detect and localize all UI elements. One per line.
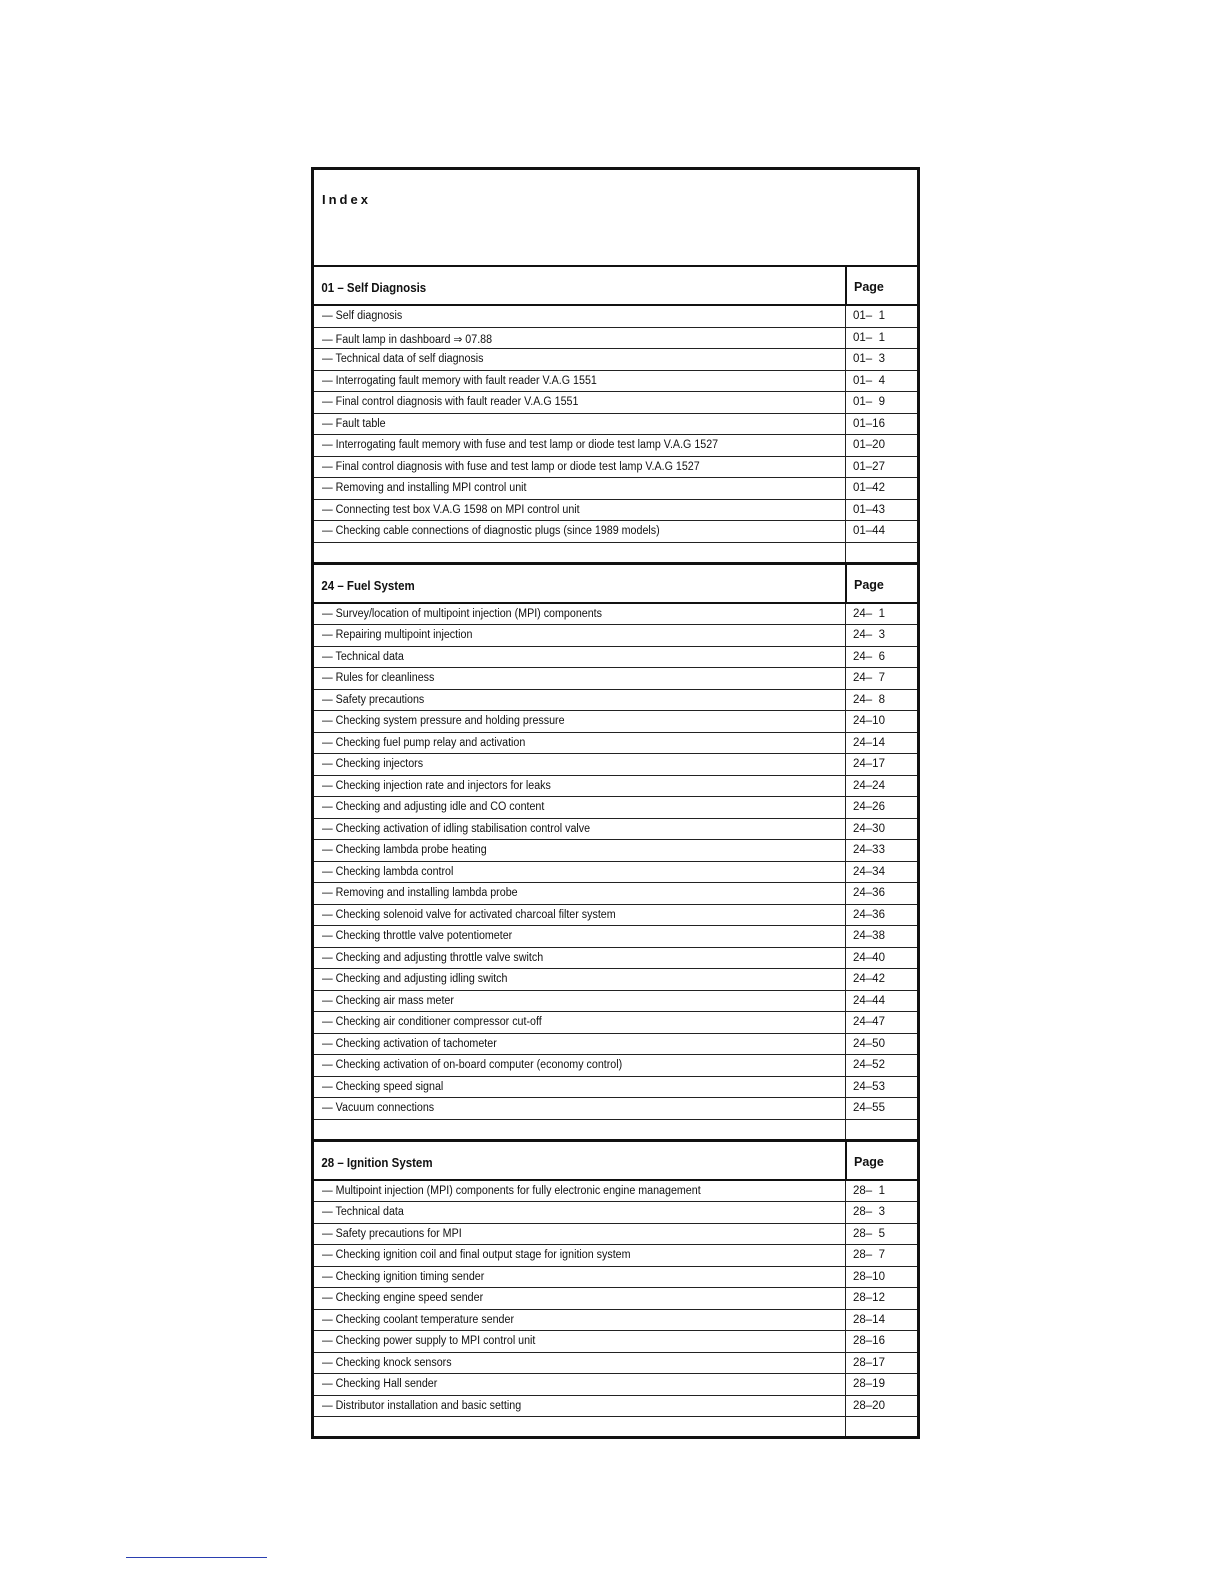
entry-title bbox=[314, 328, 845, 349]
entry-title bbox=[314, 306, 845, 327]
entry-title-text: — Checking activation of tachometer bbox=[322, 1037, 497, 1050]
entry-page: 24–55 bbox=[845, 1098, 917, 1119]
index-row bbox=[314, 435, 917, 457]
entry-title bbox=[314, 414, 845, 435]
entry-page: 01–20 bbox=[845, 435, 917, 456]
entry-page: 01–44 bbox=[845, 521, 917, 542]
blank-row bbox=[314, 1120, 917, 1139]
index-row bbox=[314, 1202, 917, 1224]
index-row bbox=[314, 883, 917, 905]
entry-page: 28–16 bbox=[845, 1331, 917, 1352]
entry-title-text: — Checking ignition coil and final output stage for ignition system bbox=[322, 1249, 631, 1261]
index-row bbox=[314, 1077, 917, 1099]
index-row bbox=[314, 1353, 917, 1375]
entry-title bbox=[314, 478, 845, 499]
entry-page: 24–14 bbox=[845, 733, 917, 754]
entry-title bbox=[314, 1034, 845, 1055]
index-section bbox=[314, 267, 917, 565]
blank-cell bbox=[314, 1417, 845, 1436]
entry-title bbox=[314, 862, 845, 883]
entry-page: 24–34 bbox=[845, 862, 917, 883]
index-row bbox=[314, 478, 917, 500]
entry-title bbox=[314, 1245, 845, 1266]
entry-title bbox=[314, 969, 845, 990]
entry-title bbox=[314, 1353, 845, 1374]
entry-title-text: — Checking power supply to MPI control unit bbox=[322, 1335, 536, 1347]
index-row bbox=[314, 969, 917, 991]
index-row bbox=[314, 414, 917, 436]
entry-page: 28–17 bbox=[845, 1353, 917, 1374]
entry-page: 28– 7 bbox=[845, 1245, 917, 1266]
index-table bbox=[311, 167, 920, 1439]
entry-title-text: — Final control diagnosis with fuse and test lamp or diode test lamp V.A.G 1527 bbox=[322, 460, 700, 473]
entry-title bbox=[314, 1077, 845, 1098]
index-row bbox=[314, 392, 917, 414]
index-row bbox=[314, 1267, 917, 1289]
index-row bbox=[314, 797, 917, 819]
entry-title bbox=[314, 392, 845, 413]
entry-title bbox=[314, 1374, 845, 1395]
entry-title-text: — Distributor installation and basic setting bbox=[322, 1399, 522, 1412]
entry-page: 28–10 bbox=[845, 1267, 917, 1288]
index-title: Index bbox=[322, 192, 371, 207]
entry-page: 01– 1 bbox=[845, 306, 917, 327]
entry-title-text: — Multipoint injection (MPI) components for fully electronic engine management bbox=[322, 1184, 701, 1197]
entry-title bbox=[314, 905, 845, 926]
index-row bbox=[314, 349, 917, 371]
index-row bbox=[314, 711, 917, 733]
entry-title bbox=[314, 371, 845, 392]
entry-title-text: — Checking throttle valve potentiometer bbox=[322, 930, 513, 942]
entry-title-text: — Safety precautions bbox=[322, 693, 425, 706]
entry-page: 24–26 bbox=[845, 797, 917, 818]
entry-page: 24– 8 bbox=[845, 690, 917, 711]
entry-title bbox=[314, 733, 845, 754]
index-row bbox=[314, 733, 917, 755]
entry-title bbox=[314, 1331, 845, 1352]
entry-title-text: — Checking air mass meter bbox=[322, 994, 454, 1007]
entry-page: 28–19 bbox=[845, 1374, 917, 1395]
entry-page: 28– 5 bbox=[845, 1224, 917, 1245]
entry-title-text: — Checking system pressure and holding pressure bbox=[322, 715, 565, 727]
entry-title bbox=[314, 1055, 845, 1076]
entry-title-text: — Checking and adjusting idle and CO content bbox=[322, 801, 545, 813]
entry-title bbox=[314, 754, 845, 775]
index-row bbox=[314, 991, 917, 1013]
entry-title-text: — Rules for cleanliness bbox=[322, 672, 435, 684]
entry-title bbox=[314, 926, 845, 947]
section-page-label: Page bbox=[845, 1142, 917, 1179]
entry-page: 24–44 bbox=[845, 991, 917, 1012]
entry-page: 01– 4 bbox=[845, 371, 917, 392]
entry-title bbox=[314, 1310, 845, 1331]
entry-page: 01–43 bbox=[845, 500, 917, 521]
entry-title bbox=[314, 1224, 845, 1245]
section-heading: 28 – Ignition System bbox=[321, 1155, 433, 1170]
index-row bbox=[314, 776, 917, 798]
index-row bbox=[314, 668, 917, 690]
entry-page: 24– 1 bbox=[845, 604, 917, 625]
entry-page: 24–53 bbox=[845, 1077, 917, 1098]
index-row bbox=[314, 948, 917, 970]
entry-title bbox=[314, 435, 845, 456]
entry-title bbox=[314, 457, 845, 478]
entry-title-text: — Checking lambda control bbox=[322, 865, 454, 878]
entry-title-text: — Technical data bbox=[322, 650, 404, 663]
blank-row bbox=[314, 1417, 917, 1436]
entry-title-text: — Checking lambda probe heating bbox=[322, 844, 487, 856]
entry-title-text: — Checking engine speed sender bbox=[322, 1292, 484, 1304]
entry-title-text: — Checking solenoid valve for activated charcoal filter system bbox=[322, 908, 616, 921]
section-header bbox=[314, 1142, 917, 1181]
entry-title bbox=[314, 840, 845, 861]
section-page-label: Page bbox=[845, 565, 917, 602]
entry-title-text: — Checking activation of idling stabilisation control valve bbox=[322, 822, 591, 835]
entry-page: 01–42 bbox=[845, 478, 917, 499]
entry-title-text: — Repairing multipoint injection bbox=[322, 629, 473, 641]
entry-title-text: — Final control diagnosis with fault reader V.A.G 1551 bbox=[322, 396, 579, 408]
blank-page-cell bbox=[845, 1120, 917, 1139]
entry-title bbox=[314, 1202, 845, 1223]
entry-page: 28–20 bbox=[845, 1396, 917, 1417]
blank-page-cell bbox=[845, 1417, 917, 1436]
index-row bbox=[314, 625, 917, 647]
entry-title bbox=[314, 711, 845, 732]
index-section bbox=[314, 565, 917, 1142]
index-row bbox=[314, 926, 917, 948]
entry-title bbox=[314, 776, 845, 797]
index-row bbox=[314, 819, 917, 841]
entry-page: 28– 3 bbox=[845, 1202, 917, 1223]
section-heading: 24 – Fuel System bbox=[321, 578, 415, 593]
entry-title bbox=[314, 1098, 845, 1119]
index-row bbox=[314, 371, 917, 393]
entry-page: 24–10 bbox=[845, 711, 917, 732]
index-row bbox=[314, 1331, 917, 1353]
entry-title bbox=[314, 349, 845, 370]
entry-title-text: — Checking cable connections of diagnostic plugs (since 1989 models) bbox=[322, 525, 660, 537]
entry-title-text: — Checking injectors bbox=[322, 758, 424, 770]
entry-title bbox=[314, 819, 845, 840]
entry-page: 24–17 bbox=[845, 754, 917, 775]
entry-page: 24– 6 bbox=[845, 647, 917, 668]
section-header bbox=[314, 267, 917, 306]
entry-page: 24–33 bbox=[845, 840, 917, 861]
entry-page: 01– 9 bbox=[845, 392, 917, 413]
index-row bbox=[314, 840, 917, 862]
entry-title-text: — Survey/location of multipoint injection (MPI) components bbox=[322, 607, 602, 620]
footer-rule bbox=[126, 1557, 267, 1558]
entry-title bbox=[314, 604, 845, 625]
section-page-label: Page bbox=[845, 267, 917, 304]
entry-title-text: — Interrogating fault memory with fault reader V.A.G 1551 bbox=[322, 374, 597, 387]
entry-title-text: — Connecting test box V.A.G 1598 on MPI control unit bbox=[322, 503, 580, 516]
entry-title-text: — Checking and adjusting throttle valve switch bbox=[322, 951, 544, 964]
entry-page: 24–52 bbox=[845, 1055, 917, 1076]
index-row bbox=[314, 500, 917, 522]
index-row bbox=[314, 1245, 917, 1267]
blank-page-cell bbox=[845, 543, 917, 562]
entry-page: 01– 3 bbox=[845, 349, 917, 370]
entry-page: 24–40 bbox=[845, 948, 917, 969]
entry-title bbox=[314, 948, 845, 969]
index-row bbox=[314, 1288, 917, 1310]
entry-title-text: — Checking and adjusting idling switch bbox=[322, 973, 508, 985]
index-row bbox=[314, 754, 917, 776]
entry-title bbox=[314, 1012, 845, 1033]
entry-title-text: — Safety precautions for MPI bbox=[322, 1227, 462, 1240]
entry-title-text: — Technical data of self diagnosis bbox=[322, 353, 484, 365]
entry-title bbox=[314, 690, 845, 711]
index-row bbox=[314, 690, 917, 712]
entry-title-text: — Checking coolant temperature sender bbox=[322, 1313, 515, 1326]
entry-title-text: — Removing and installing lambda probe bbox=[322, 887, 518, 899]
entry-page: 28– 1 bbox=[845, 1181, 917, 1202]
entry-title-text: — Checking Hall sender bbox=[322, 1378, 438, 1390]
index-sections bbox=[314, 267, 917, 1436]
entry-title-text: — Checking ignition timing sender bbox=[322, 1270, 485, 1283]
index-row bbox=[314, 1310, 917, 1332]
entry-title-text: — Vacuum connections bbox=[322, 1102, 435, 1114]
entry-page: 01–16 bbox=[845, 414, 917, 435]
entry-page: 24– 7 bbox=[845, 668, 917, 689]
entry-page: 01–27 bbox=[845, 457, 917, 478]
entry-title-text: — Checking activation of on-board computer (economy control) bbox=[322, 1059, 623, 1071]
section-heading: 01 – Self Diagnosis bbox=[321, 281, 427, 295]
entry-title-text: — Checking injection rate and injectors for leaks bbox=[322, 779, 551, 792]
index-row bbox=[314, 1098, 917, 1120]
entry-page: 28–12 bbox=[845, 1288, 917, 1309]
index-row bbox=[314, 862, 917, 884]
index-row bbox=[314, 1396, 917, 1418]
index-row bbox=[314, 457, 917, 479]
entry-title-text: — Fault table bbox=[322, 417, 386, 430]
index-title-block bbox=[314, 170, 917, 267]
index-row bbox=[314, 647, 917, 669]
index-row bbox=[314, 328, 917, 350]
entry-title bbox=[314, 1288, 845, 1309]
entry-title bbox=[314, 797, 845, 818]
entry-page: 24–50 bbox=[845, 1034, 917, 1055]
section-header bbox=[314, 565, 917, 604]
index-row bbox=[314, 1055, 917, 1077]
entry-page: 24–30 bbox=[845, 819, 917, 840]
index-row bbox=[314, 521, 917, 543]
index-row bbox=[314, 1224, 917, 1246]
entry-title-text: — Interrogating fault memory with fuse and test lamp or diode test lamp V.A.G 1527 bbox=[322, 439, 719, 451]
entry-title bbox=[314, 1396, 845, 1417]
entry-title-text: — Checking air conditioner compressor cut-off bbox=[322, 1016, 542, 1028]
entry-title-text: — Technical data bbox=[322, 1206, 404, 1218]
index-section bbox=[314, 1142, 917, 1437]
entry-page: 24–47 bbox=[845, 1012, 917, 1033]
entry-title-text: — Checking speed signal bbox=[322, 1080, 444, 1093]
index-row bbox=[314, 604, 917, 626]
entry-title bbox=[314, 1181, 845, 1202]
entry-page: 28–14 bbox=[845, 1310, 917, 1331]
entry-title bbox=[314, 1267, 845, 1288]
blank-cell bbox=[314, 543, 845, 562]
entry-page: 24–38 bbox=[845, 926, 917, 947]
entry-title-text: — Self diagnosis bbox=[322, 310, 403, 322]
entry-page: 24– 3 bbox=[845, 625, 917, 646]
index-row bbox=[314, 1034, 917, 1056]
index-row bbox=[314, 306, 917, 328]
entry-title bbox=[314, 625, 845, 646]
entry-title bbox=[314, 668, 845, 689]
index-row bbox=[314, 905, 917, 927]
entry-title-text: — Removing and installing MPI control unit bbox=[322, 482, 527, 494]
entry-title bbox=[314, 647, 845, 668]
entry-page: 24–36 bbox=[845, 883, 917, 904]
entry-title bbox=[314, 991, 845, 1012]
index-row bbox=[314, 1374, 917, 1396]
entry-title bbox=[314, 521, 845, 542]
entry-title bbox=[314, 883, 845, 904]
index-row bbox=[314, 1181, 917, 1203]
entry-title-text: — Checking fuel pump relay and activation bbox=[322, 736, 526, 749]
entry-title-text: — Fault lamp in dashboard ⇒ 07.88 bbox=[322, 333, 493, 346]
entry-title bbox=[314, 500, 845, 521]
entry-page: 01– 1 bbox=[845, 328, 917, 349]
entry-page: 24–36 bbox=[845, 905, 917, 926]
blank-row bbox=[314, 543, 917, 562]
entry-page: 24–24 bbox=[845, 776, 917, 797]
entry-page: 24–42 bbox=[845, 969, 917, 990]
blank-cell bbox=[314, 1120, 845, 1139]
entry-title-text: — Checking knock sensors bbox=[322, 1356, 452, 1369]
index-row bbox=[314, 1012, 917, 1034]
